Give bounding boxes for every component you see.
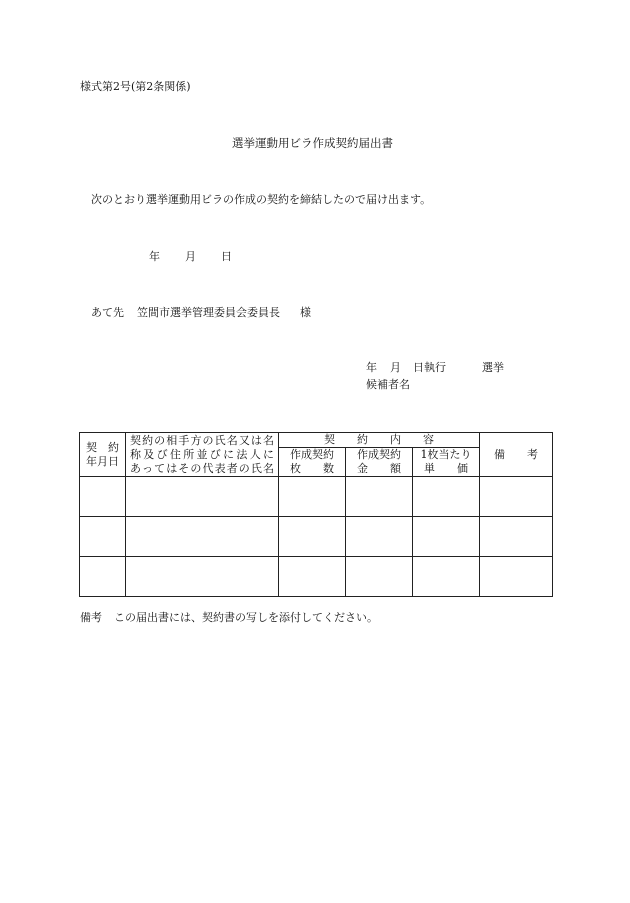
table-row: [80, 477, 553, 517]
cell-unit-price[interactable]: [413, 517, 480, 557]
body-text: 次のとおり選挙運動用ビラの作成の契約を締結したので届け出ます。: [91, 193, 432, 206]
header-unit-price-line-2: 単 価: [424, 462, 468, 475]
election-day-held-label: 日執行: [413, 361, 446, 374]
cell-amount[interactable]: [346, 477, 413, 517]
cell-unit-price[interactable]: [413, 477, 480, 517]
header-contract-party-line-3: あってはその代表者の氏名: [130, 461, 274, 475]
date-year-label: 年: [149, 250, 160, 263]
cell-remarks[interactable]: [480, 477, 553, 517]
table-header-row-1: [80, 433, 553, 448]
header-quantity: [279, 448, 346, 477]
cell-remarks[interactable]: [480, 557, 553, 597]
cell-unit-price[interactable]: [413, 557, 480, 597]
election-month-label: 月: [390, 361, 401, 374]
header-contract-party: [126, 433, 279, 477]
header-contract-contents: 契 約 内 容: [279, 433, 480, 448]
cell-contract-party[interactable]: [126, 557, 279, 597]
cell-contract-date[interactable]: [80, 517, 126, 557]
cell-amount[interactable]: [346, 557, 413, 597]
cell-contract-party[interactable]: [126, 517, 279, 557]
addressee-honorific: 様: [300, 306, 311, 319]
document-title: 選挙運動用ビラ作成契約届出書: [232, 136, 393, 150]
cell-contract-date[interactable]: [80, 557, 126, 597]
cell-quantity[interactable]: [279, 517, 346, 557]
cell-contract-party[interactable]: [126, 477, 279, 517]
cell-amount[interactable]: [346, 517, 413, 557]
cell-contract-date[interactable]: [80, 477, 126, 517]
header-quantity-line-2: 枚 数: [290, 462, 334, 475]
date-day-label: 日: [221, 250, 232, 263]
table-row: [80, 557, 553, 597]
header-amount-line-2: 金 額: [357, 462, 401, 475]
form-number: 様式第2号(第2条関係): [80, 80, 191, 93]
table-row: [80, 517, 553, 557]
cell-remarks[interactable]: [480, 517, 553, 557]
header-contract-date: [80, 433, 126, 477]
election-label: 選挙: [482, 361, 504, 374]
election-year-label: 年: [366, 361, 377, 374]
footnote-text: この届出書には、契約書の写しを添付してください。: [114, 611, 378, 624]
header-remarks: 備 考: [480, 433, 553, 477]
candidate-name-label: 候補者名: [366, 378, 410, 391]
footnote-label: 備考: [80, 611, 102, 624]
addressee-prefix: あて先: [91, 306, 124, 319]
contract-table: [79, 432, 553, 597]
header-unit-price-line-1: 1枚当たり: [420, 448, 472, 461]
header-contract-date-line-1: 契 約: [86, 440, 119, 454]
date-month-label: 月: [185, 250, 196, 263]
header-amount: [346, 448, 413, 477]
cell-quantity[interactable]: [279, 477, 346, 517]
addressee-name: 笠間市選挙管理委員会委員長: [137, 306, 280, 319]
header-contract-party-line-1: 契約の相手方の氏名又は名: [130, 433, 274, 447]
header-quantity-line-1: 作成契約: [290, 448, 334, 461]
header-contract-date-line-2: 年月日: [86, 454, 119, 468]
header-unit-price: [413, 448, 480, 477]
header-amount-line-1: 作成契約: [357, 448, 401, 461]
cell-quantity[interactable]: [279, 557, 346, 597]
header-contract-party-line-2: 称及び住所並びに法人に: [130, 447, 274, 461]
